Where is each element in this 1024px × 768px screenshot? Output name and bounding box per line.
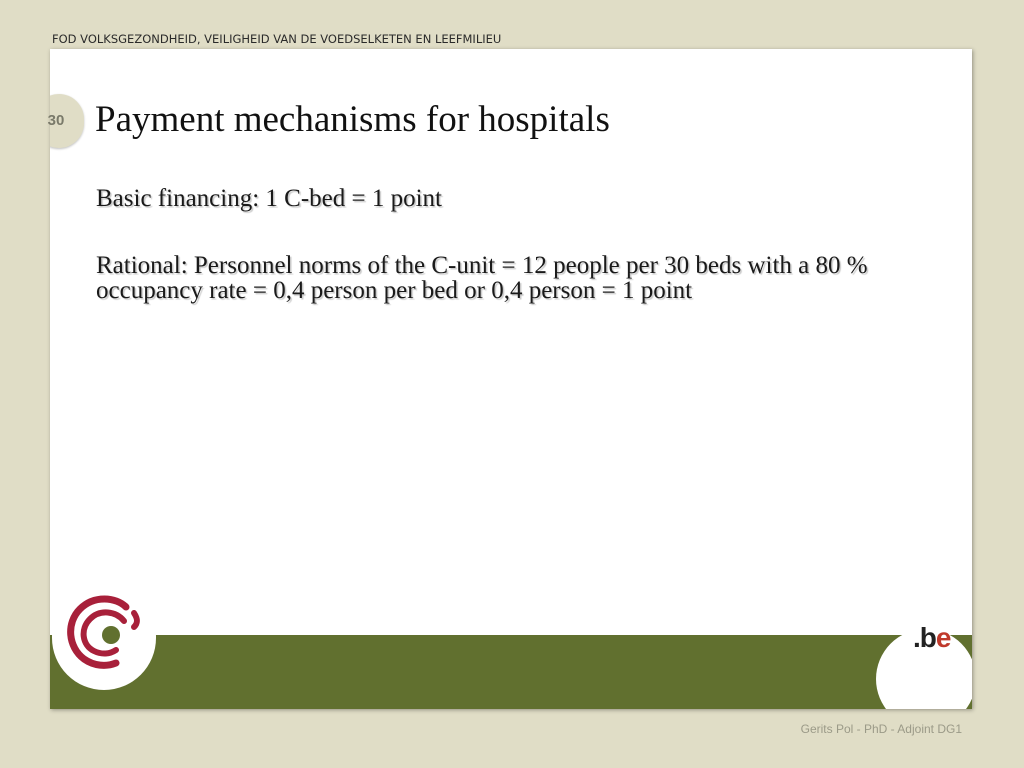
footer-band — [50, 635, 972, 709]
organization-header: FOD VOLKSGEZONDHEID, VEILIGHEID VAN DE VOEDSELKETEN EN LEEFMILIEU — [52, 32, 502, 46]
be-logo-e: e — [935, 622, 951, 653]
footer-author: Gerits Pol - PhD - Adjoint DG1 — [800, 722, 962, 736]
slide-number: 30 — [47, 112, 65, 129]
be-logo-icon — [913, 622, 950, 654]
slide-canvas — [50, 49, 972, 709]
slide-title: Payment mechanisms for hospitals — [95, 99, 610, 140]
be-logo-dot: . — [913, 622, 920, 653]
paragraph-rational: Rational: Personnel norms of the C-unit = 12 people per 30 beds with a 80 % occupancy rate = 0,4 person per bed or 0,4 person = 1 point — [96, 252, 868, 304]
federal-logo-icon — [64, 593, 144, 673]
paragraph-basic-financing: Basic financing: 1 C-bed = 1 point — [96, 185, 442, 212]
be-logo-b: b — [919, 622, 936, 653]
